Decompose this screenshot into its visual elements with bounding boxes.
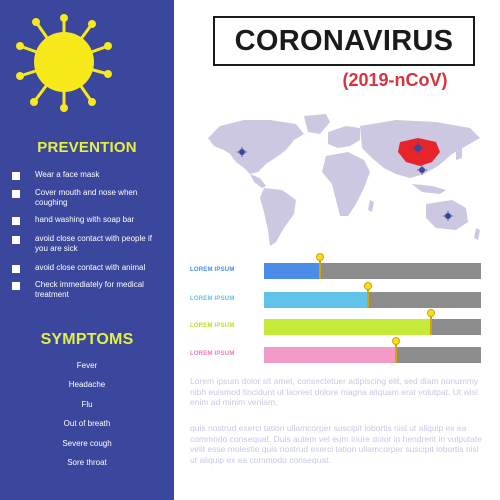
bar-marker-icon[interactable] <box>316 253 324 279</box>
checkbox-icon[interactable] <box>12 265 20 273</box>
prevention-item <box>12 263 167 273</box>
prevention-item-label: Wear a face mask <box>35 170 100 179</box>
sidebar <box>0 0 174 500</box>
bar-fill <box>264 347 396 363</box>
bar-label: LOREM IPSUM <box>190 351 235 357</box>
bar-marker-icon[interactable] <box>364 282 372 308</box>
bar-label: LOREM IPSUM <box>190 323 235 329</box>
bar-label: LOREM IPSUM <box>190 296 235 302</box>
bar-track <box>264 347 481 363</box>
bar-fill <box>264 319 431 335</box>
prevention-item-label: Check immediately for medical treatment <box>35 280 144 299</box>
symptom-item: Headache <box>68 380 106 389</box>
map-indonesia <box>412 184 446 194</box>
page-title: CORONAVIRUS <box>234 24 454 57</box>
checkbox-icon[interactable] <box>12 217 20 225</box>
bar-row <box>190 347 490 363</box>
symptom-item: Severe cough <box>62 439 112 448</box>
bar-marker-icon[interactable] <box>427 309 435 335</box>
map-central-america <box>250 174 266 188</box>
bar-marker-icon[interactable] <box>392 337 400 363</box>
checkbox-icon[interactable] <box>12 282 20 290</box>
prevention-item <box>12 215 167 225</box>
bar-fill <box>264 292 368 308</box>
symptoms-title: SYMPTOMS <box>40 331 134 348</box>
prevention-item-label: Cover mouth and nose when coughing <box>35 188 138 207</box>
symptom-item: Sore throat <box>67 458 107 467</box>
map-europe <box>328 126 360 148</box>
prevention-item-label: hand washing with soap bar <box>35 215 135 224</box>
map-new-zealand <box>474 228 480 240</box>
coronavirus-icon <box>14 12 114 112</box>
prevention-item <box>12 188 167 208</box>
bar-track <box>264 319 481 335</box>
map-north-america <box>208 120 304 174</box>
checkbox-icon[interactable] <box>12 190 20 198</box>
symptom-item: Flu <box>81 400 93 409</box>
prevention-item <box>12 170 167 180</box>
body-paragraph: Lorem ipsum dolor sit amet, consectetuer adipiscing elit, sed diam nonummy nibh euismod tincidunt ut laoreet dolore magna aliquam erat volutpat. Ut wisi enim ad minim veniam, <box>190 376 479 407</box>
body-paragraph: quis nostrud exerci tation ullamcorper suscipit lobortis nisl ut aliquip ex ea commodo consequat. Duis autem vel eum iriure dolor in hendrerit in vulputate velit esse molestie quis nostrud exerci tation ullamcorper suscipit lobortis nisl ut aliquip ex ea commodo consequat. <box>190 423 482 465</box>
bar-row <box>190 292 490 308</box>
map-south-america <box>260 188 296 246</box>
title-box <box>213 16 475 66</box>
bar-track <box>264 263 481 279</box>
symptom-item: Out of breath <box>63 419 111 428</box>
map-africa <box>322 152 370 216</box>
prevention-item <box>12 234 167 254</box>
prevention-item <box>12 280 167 300</box>
prevention-title: PREVENTION <box>37 139 137 156</box>
bar-track <box>264 292 481 308</box>
map-madagascar <box>368 200 374 212</box>
symptom-item: Fever <box>76 361 98 370</box>
bar-label: LOREM IPSUM <box>190 267 235 273</box>
page-subtitle: (2019-nCoV) <box>342 70 448 90</box>
prevention-item-label: avoid close contact with animal <box>35 263 146 272</box>
bar-row <box>190 263 490 279</box>
checkbox-icon[interactable] <box>12 172 20 180</box>
prevention-item-label: avoid close contact with people if you are sick <box>35 234 152 253</box>
bar-row <box>190 319 490 335</box>
checkbox-icon[interactable] <box>12 236 20 244</box>
map-greenland <box>304 114 330 134</box>
world-map <box>200 112 490 252</box>
map-japan <box>456 146 462 160</box>
bar-fill <box>264 263 320 279</box>
